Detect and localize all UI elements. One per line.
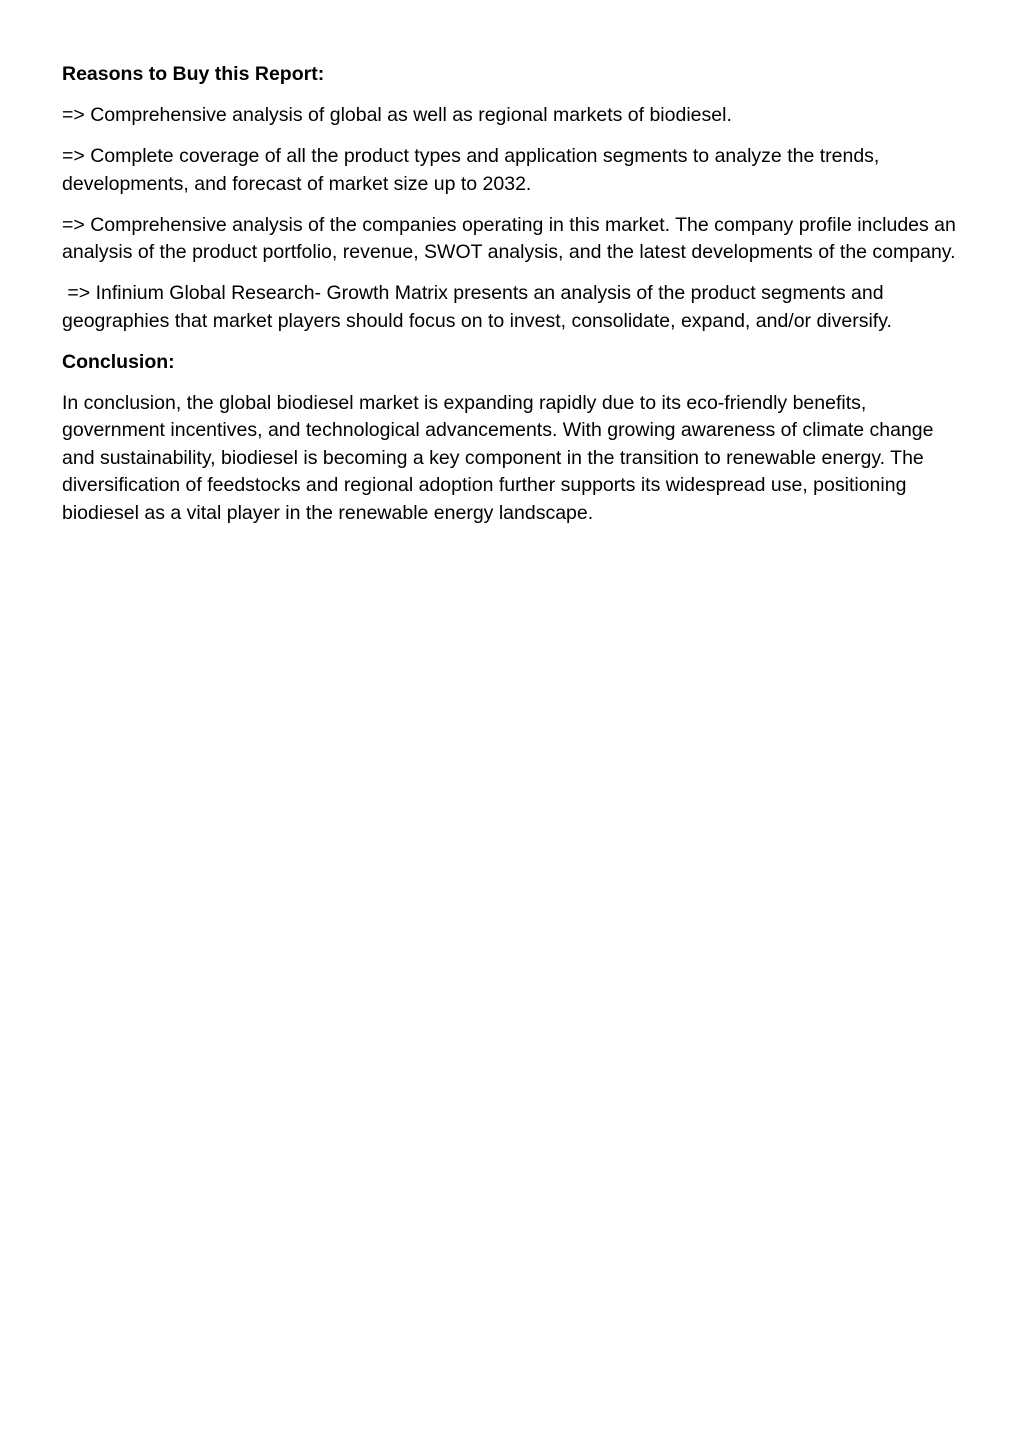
reason-item-3: => Comprehensive analysis of the companies operating in this market. The company profile includes an analysis of the product portfolio, revenue, SWOT analysis, and the latest developments of the company.	[62, 213, 962, 264]
reason-item-1: => Comprehensive analysis of global as well as regional markets of biodiesel.	[62, 104, 732, 127]
document-body	[62, 61, 962, 541]
reason-item-4: => Infinium Global Research- Growth Matrix presents an analysis of the product segments and geographies that market players should focus on to invest, consolidate, expand, and/or diversify.	[62, 282, 892, 332]
conclusion-paragraph: In conclusion, the global biodiesel market is expanding rapidly due to its eco-friendly benefits, government incentives, and technological advancements. With growing awareness of climate change and sustainability, biodiesel is becoming a key component in the transition to renewable energy. The diversification of feedstocks and regional adoption further supports its widespread use, positioning biodiesel as a vital player in the renewable energy landscape.	[62, 392, 939, 524]
reasons-heading: Reasons to Buy this Report:	[62, 63, 325, 85]
reason-item-2: => Complete coverage of all the product types and application segments to analyze the trends, developments, and forecast of market size up to 2032.	[62, 145, 885, 195]
conclusion-heading: Conclusion:	[62, 350, 175, 373]
